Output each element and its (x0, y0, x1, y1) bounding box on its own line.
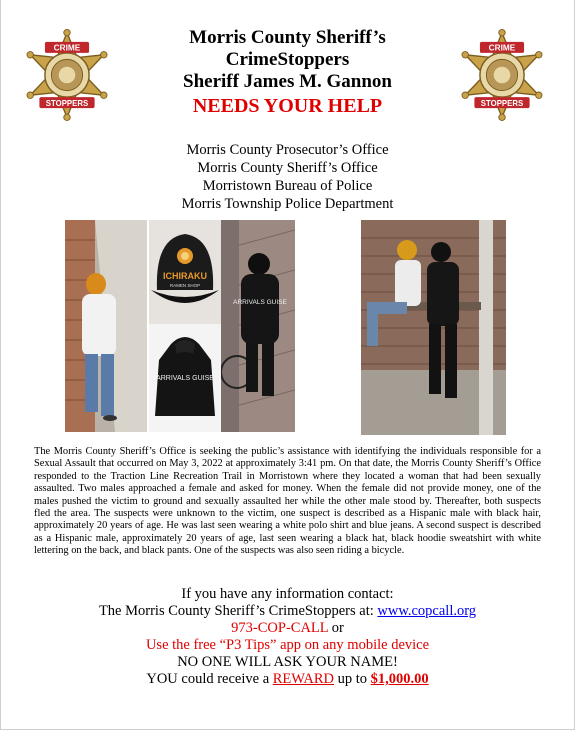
badge-top-banner-left: CRIME (53, 43, 81, 53)
hoodie-lettering: ARRIVALS GUISE (233, 299, 287, 306)
phone-suffix: or (328, 620, 344, 636)
copcall-website-link[interactable]: www.copcall.org (377, 603, 477, 619)
reward-word: REWARD (272, 671, 334, 687)
p3-tips-line: Use the free “P3 Tips” app on any mobile device (145, 637, 430, 653)
badge-bottom-banner-right: STOPPERS (480, 98, 524, 108)
badge-bottom-banner-left: STOPPERS (45, 98, 89, 108)
reward-line (60, 671, 515, 688)
suspect-photo-bench (361, 220, 506, 435)
header-line-3: Sheriff James M. Gannon (183, 71, 392, 92)
crimestoppers-badge-right (456, 29, 548, 121)
incident-description: The Morris County Sheriff’s Office is seeking the public’s assistance with identifying the individuals responsible for a Sexual Assault that occurred on May 3, 2022 at approximately 3:41 pm. On that date, the Morris County Sheriff’s Office responded to the Traction Line Recreation Trail in Morristown where they located a woman that had been sexually assaulted. Two males approached a female and asked for money. When the female did not provide money, one of the males pushed the victim to ground and sexually assaulted her while the other male stood by. Thereafter, both suspects fled the area. The suspects were unknown to the victim, one suspect is described as a Hispanic male with black hair, approximately 20 years of age. He was last seen wearing a white polo shirt and blue jeans. A second suspect is described as a Hispanic male, approximately 20 years of age, last seen wearing a black hat, black hoodie sweatshirt with white lettering on the back, and black pants. One of the suspects was also seen riding a bicycle. (34, 446, 541, 557)
reward-prefix: YOU could receive a (146, 671, 273, 687)
reward-amount: $1,000.00 (370, 671, 429, 687)
agency-list (100, 141, 475, 213)
crimestoppers-badge-left (21, 29, 113, 121)
contact-crimestoppers-label: The Morris County Sheriff’s CrimeStoppers at: (98, 603, 378, 619)
hoodie-back-lettering: ARRIVALS GUISE (156, 375, 214, 382)
needs-your-help-heading: NEEDS YOUR HELP (192, 95, 383, 117)
phone-number: 973-COP-CALL (231, 620, 329, 636)
contact-info (60, 586, 515, 688)
agency-prosecutor: Morris County Prosecutor’s Office (186, 142, 389, 158)
hat-text-ichiraku: ICHIRAKU (163, 271, 207, 281)
suspect-photo-walking (65, 220, 147, 432)
hat-text-ramen: RAMEN SHOP (169, 283, 201, 288)
contact-phone-line (60, 620, 515, 637)
agency-sheriff: Morris County Sheriff’s Office (197, 160, 378, 176)
contact-intro: If you have any information contact: (181, 586, 394, 602)
badge-top-banner-right: CRIME (488, 43, 516, 53)
reward-middle: up to (334, 671, 371, 687)
suspect-photo-hoodie (221, 220, 295, 432)
contact-crimestoppers-line (60, 603, 515, 620)
photo-hoodie-back (149, 324, 221, 432)
flyer-header (120, 27, 455, 117)
anonymity-line: NO ONE WILL ASK YOUR NAME! (177, 654, 398, 670)
header-line-1: Morris County Sheriff’s (189, 27, 386, 48)
header-line-2: CrimeStoppers (225, 49, 350, 70)
photo-black-hat (149, 220, 221, 324)
agency-morristown-police: Morristown Bureau of Police (202, 178, 373, 194)
agency-township-police: Morris Township Police Department (181, 196, 394, 212)
suspect-photo-collage (65, 220, 506, 435)
